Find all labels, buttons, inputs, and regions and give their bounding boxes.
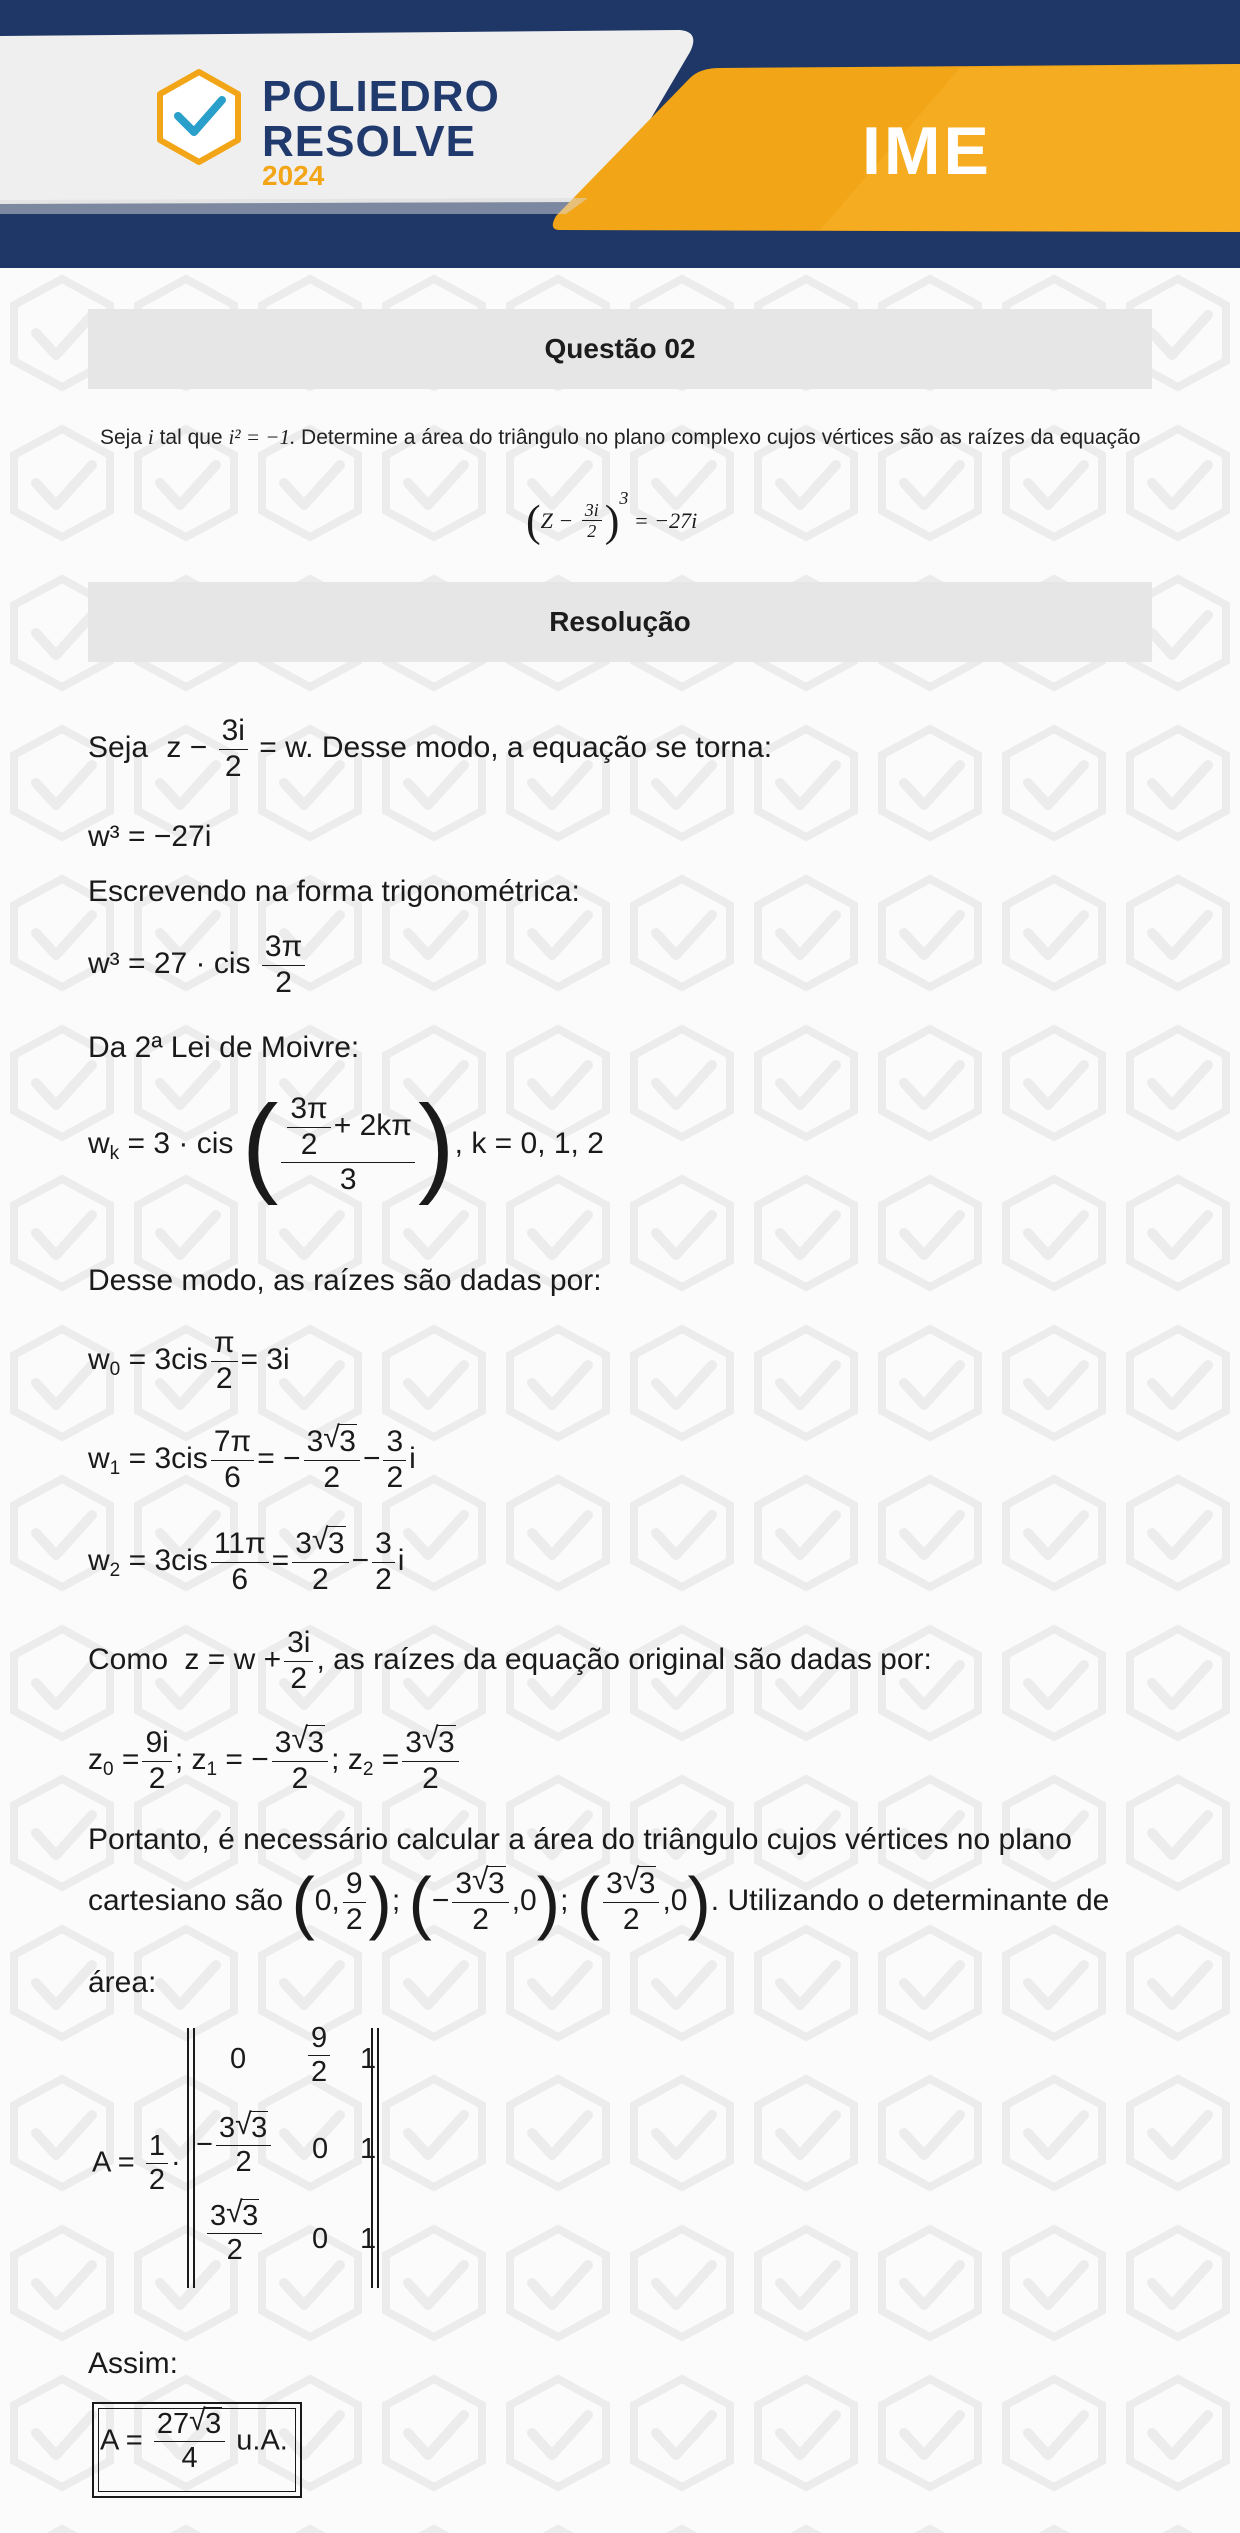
eq3-sub: k — [109, 1142, 120, 1164]
m10-num-r: 3 — [251, 2112, 268, 2144]
w1-inum: 3 — [383, 1425, 406, 1461]
det-bar-left-1 — [187, 2028, 189, 2288]
det-m12: 1 — [360, 2133, 377, 2165]
m10-den: 2 — [235, 2146, 252, 2179]
q-text-b: tal que — [159, 426, 223, 449]
p1-den: 2 — [345, 1902, 363, 1936]
m20-num-a: 3 — [210, 2200, 227, 2232]
w2-rden: 2 — [312, 1562, 329, 1596]
res-eq-z-roots — [88, 1726, 462, 1796]
p3-num-a: 3 — [606, 1867, 623, 1900]
l5-b: z = w + — [184, 1642, 282, 1676]
w2-d: − — [351, 1543, 370, 1577]
w2-b: = 3cis — [128, 1543, 208, 1577]
l1-num: 3i — [219, 714, 248, 750]
res-line-trig: Escrevendo na forma trigonométrica: — [88, 875, 580, 908]
w1-c: = − — [257, 1441, 301, 1475]
sep-1: ; — [391, 1883, 401, 1917]
z0-label: z — [88, 1742, 103, 1776]
w2-num: 11π — [211, 1527, 269, 1563]
w0-sub: 0 — [109, 1358, 121, 1380]
m20-den: 2 — [226, 2234, 243, 2267]
p2-num-r: 3 — [488, 1867, 505, 1900]
res-line-substitution — [88, 714, 772, 784]
m10-num-a: 3 — [218, 2112, 236, 2144]
m01-num: 9 — [308, 2022, 330, 2056]
brand-line-1: POLIEDRO — [262, 72, 500, 121]
z2-eq: = — [381, 1742, 400, 1776]
w1-sub: 1 — [109, 1457, 121, 1479]
z2-num-a: 3 — [405, 1726, 422, 1759]
m01-den: 2 — [311, 2056, 328, 2089]
q-var-i: i — [147, 425, 154, 449]
w1-num: 7π — [211, 1425, 254, 1461]
res-line-portanto: Portanto, é necessário calcular a área do triângulo cujos vértices no plano — [88, 1823, 1072, 1856]
l5-den: 2 — [290, 1661, 308, 1695]
l1-c: = w — [259, 730, 306, 764]
z1-eq: = − — [225, 1742, 269, 1776]
m10-sign: − — [196, 2128, 213, 2161]
res-line-como — [88, 1626, 932, 1696]
eq2-num: 3π — [262, 930, 305, 966]
w2-den: 6 — [231, 1562, 249, 1596]
w0-num: π — [211, 1326, 238, 1362]
p3-num-r: 3 — [638, 1867, 656, 1900]
det-m20 — [204, 2200, 265, 2268]
ans-num-r: 3 — [205, 2408, 222, 2440]
l1-den: 2 — [224, 749, 242, 783]
det-m21: 0 — [312, 2223, 329, 2255]
z1-den: 2 — [291, 1761, 309, 1795]
l5-c: , as raízes da equação original são dadas por: — [316, 1642, 932, 1676]
det-half-den: 2 — [148, 2164, 165, 2197]
w2-rnum-a: 3 — [295, 1527, 312, 1560]
p2-a: − — [431, 1883, 450, 1917]
l1-a: Seja — [88, 730, 149, 764]
ans-num-a: 27 — [156, 2408, 190, 2440]
det-bar-right-2 — [377, 2028, 379, 2288]
z2-num-r: 3 — [437, 1726, 455, 1759]
eq3-b: = 3 · cis — [127, 1126, 234, 1160]
w2-inum: 3 — [372, 1527, 395, 1563]
det-a: A = — [92, 2146, 135, 2179]
det-dot: · — [170, 2146, 181, 2179]
eq3-plus: + 2kπ — [333, 1109, 413, 1143]
p3-b: ,0 — [662, 1883, 688, 1917]
l7-b: . Utilizando o determinante de — [710, 1883, 1110, 1917]
w1-rnum-r: 3 — [339, 1425, 356, 1458]
l1-b: z − — [166, 730, 208, 764]
eq2-a: w³ = 27 · cis — [88, 946, 251, 980]
q-condition: i² = −1. — [228, 425, 296, 449]
z-sep1: ; z — [174, 1742, 207, 1776]
w0-c: = 3i — [240, 1342, 290, 1376]
resolution-title: Resolução — [88, 582, 1152, 662]
eq3-c: , k = 0, 1, 2 — [454, 1126, 604, 1160]
p1-a: 0, — [314, 1883, 340, 1917]
res-line-assim: Assim: — [88, 2347, 178, 2380]
question-title: Questão 02 — [88, 309, 1152, 389]
p3-den: 2 — [622, 1902, 640, 1936]
res-eq-moivre: $w_k = 3$ · cis ( $\frac{3\pi}{2}$ + 2kπ 3 ), k = 0, 1, 2 — [88, 1083, 604, 1206]
res-eq-w1 — [88, 1425, 416, 1495]
z1-num-r: 3 — [307, 1726, 325, 1759]
p2-den: 2 — [472, 1902, 489, 1936]
w1-den: 6 — [224, 1460, 241, 1494]
w1-rnum-a: 3 — [306, 1425, 324, 1458]
res-line-points: cartesiano são (0, $\frac{9}{2}$ ); (− $\frac{3√ 3}{2}$ ,0); ( $\frac{3√ 3}{2}$ ,0). Utilizando o determinante de — [88, 1862, 1109, 1942]
eq3-n1: 3π — [287, 1092, 330, 1128]
det-half-num: 1 — [146, 2130, 168, 2164]
z2-den: 2 — [422, 1761, 439, 1795]
res-eq-w-cubed: w³ = −27i — [88, 820, 212, 853]
w1-iden: 2 — [386, 1460, 404, 1494]
z2-sub: 2 — [362, 1758, 374, 1780]
ans-unit: u.A. — [236, 2424, 288, 2457]
z0-eq: = — [121, 1742, 140, 1776]
det-m10 — [196, 2112, 274, 2180]
q-text-c: Determine a área do triângulo no plano complexo cujos vértices são as raízes da equação — [301, 426, 1141, 449]
res-eq-w2 — [88, 1527, 404, 1597]
w1-d: − — [362, 1441, 381, 1475]
q-text-a: Seja — [100, 426, 143, 449]
question-text — [100, 418, 1144, 457]
eq3-d1: 2 — [300, 1127, 318, 1161]
l5-num: 3i — [284, 1626, 313, 1662]
z0-num: 9i — [142, 1726, 171, 1762]
res-line-area: área: — [88, 1966, 157, 1999]
exam-title: IME — [862, 113, 992, 189]
sep-2: ; — [560, 1883, 569, 1917]
det-bar-left-2 — [193, 2028, 195, 2288]
det-m00: 0 — [230, 2043, 247, 2075]
question-equation: (Z − $\frac{3i}{2}$ )$^3$ = −27i — [526, 488, 698, 546]
w2-rnum-r: 3 — [327, 1527, 345, 1560]
l5-a: Como — [88, 1642, 169, 1676]
det-m11: 0 — [312, 2133, 329, 2165]
ans-a: A = — [100, 2424, 143, 2457]
det-m22: 1 — [360, 2223, 377, 2255]
res-eq-trig — [88, 930, 308, 1000]
det-m02: 1 — [360, 2043, 377, 2075]
w1-b: = 3cis — [128, 1441, 208, 1475]
l7-a: cartesiano são — [88, 1883, 284, 1917]
p2-num-a: 3 — [455, 1867, 473, 1900]
p1-num: 9 — [343, 1867, 366, 1903]
res-line-moivre: Da 2ª Lei de Moivre: — [88, 1031, 360, 1064]
p2-b: ,0 — [511, 1883, 537, 1917]
det-m01 — [305, 2022, 333, 2090]
w1-rden: 2 — [323, 1460, 341, 1494]
w2-c: = — [271, 1543, 290, 1577]
det-prefix — [92, 2130, 181, 2198]
eq3-den: 3 — [339, 1163, 357, 1197]
ans-den: 4 — [181, 2442, 198, 2475]
w0-b: = 3cis — [128, 1342, 208, 1376]
w0-den: 2 — [215, 1361, 233, 1395]
w2-iden: 2 — [375, 1562, 392, 1596]
brand-line-2: RESOLVE — [262, 117, 477, 166]
w1-e: i — [409, 1441, 416, 1475]
z0-den: 2 — [148, 1761, 166, 1795]
w1-a: w — [88, 1441, 110, 1475]
res-line-roots: Desse modo, as raízes são dadas por: — [88, 1264, 602, 1297]
m20-num-r: 3 — [242, 2200, 259, 2232]
final-answer — [100, 2408, 288, 2476]
w2-a: w — [88, 1543, 110, 1577]
brand-year: 2024 — [262, 160, 325, 191]
w2-sub: 2 — [109, 1559, 121, 1581]
z-sep2: ; z — [331, 1742, 363, 1776]
eq2-den: 2 — [275, 965, 292, 999]
z0-sub: 0 — [103, 1758, 114, 1780]
res-eq-w0 — [88, 1326, 290, 1396]
l1-d: . Desse modo, a equação se torna: — [305, 730, 773, 764]
eq3-a: w — [88, 1126, 110, 1160]
w2-e: i — [397, 1543, 405, 1577]
z1-num-a: 3 — [274, 1726, 292, 1759]
w0-a: w — [88, 1342, 110, 1376]
z1-sub: 1 — [206, 1758, 218, 1780]
